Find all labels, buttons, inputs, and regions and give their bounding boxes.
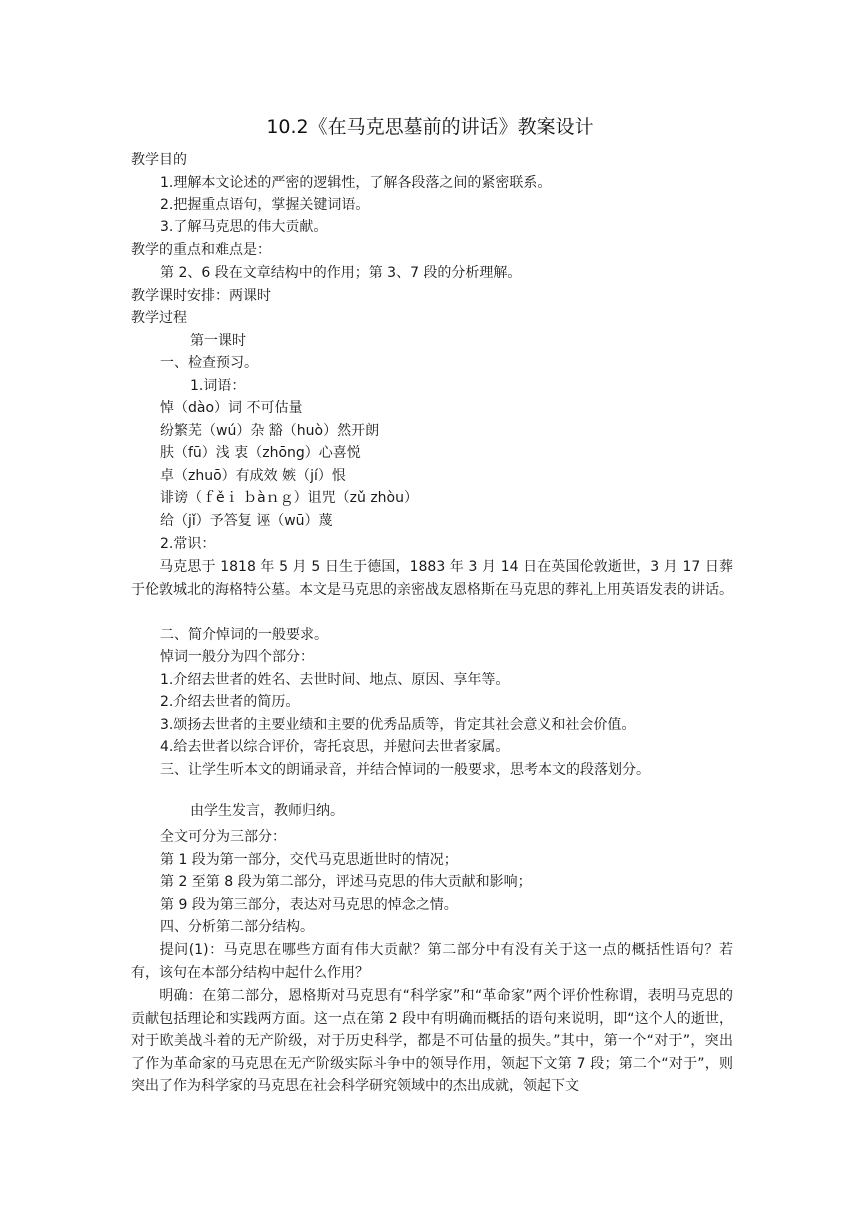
question-paragraph [131, 939, 733, 984]
section-three-heading: 三、让学生听本文的朗诵录音，并结合悼词的一般要求，思考本文的段落划分。 [160, 762, 650, 778]
vocab-line-4: 卓（zhuō）有成效 嫉（jí）恨 [160, 468, 346, 484]
heading-process: 教学过程 [131, 310, 187, 326]
student-discussion-line: 由学生发言，教师归纳。 [190, 803, 344, 819]
eulogy-part-3: 3.颂扬去世者的主要业绩和主要的优秀品质等，肯定其社会意义和社会价值。 [160, 717, 636, 733]
three-parts-intro: 全文可分为三部分： [160, 829, 286, 845]
eulogy-part-2: 2.介绍去世者的简历。 [160, 694, 300, 710]
lesson-one-heading: 第一课时 [190, 333, 246, 349]
marx-bio-paragraph [131, 556, 733, 601]
vocab-line-5: 诽谤（ｆěｉ ｂàｎｇ）诅咒（zǔ zhòu） [160, 490, 418, 506]
eulogy-part-4: 4.给去世者以综合评价，寄托哀思，并慰问去世者家属。 [160, 739, 510, 755]
vocab-line-2: 纷繁芜（wú）杂 豁（huò）然开朗 [160, 423, 380, 439]
question-text: 提问(1)：马克思在哪些方面有伟大贡献？第二部分中有没有关于这一点的概括性语句？若有，该句在本部分结构中起什么作用？ [131, 942, 733, 981]
heading-schedule: 教学课时安排：两课时 [131, 288, 271, 304]
part-one-summary: 第 1 段为第一部分，交代马克思逝世时的情况； [160, 852, 458, 868]
key-points-text: 第 2、6 段在文章结构中的作用；第 3、7 段的分析理解。 [160, 265, 522, 281]
eulogy-parts-intro: 悼词一般分为四个部分： [160, 649, 314, 665]
vocab-line-1: 悼（dào）词 不可估量 [160, 400, 303, 416]
vocab-heading: 1.词语： [190, 378, 246, 394]
goal-item-2: 2.把握重点语句，掌握关键词语。 [160, 197, 370, 213]
goal-item-1: 1.理解本文论述的严密的逻辑性，了解各段落之间的紧密联系。 [160, 175, 552, 191]
part-two-summary: 第 2 至第 8 段为第二部分，评述马克思的伟大贡献和影响； [160, 874, 532, 890]
document-title: 10.2《在马克思墓前的讲话》教案设计 [266, 116, 594, 138]
answer-text: 明确：在第二部分，恩格斯对马克思有“科学家”和“革命家”两个评价性称谓，表明马克思的贡献包括理论和实践两方面。这一点在第 2 段中有明确而概括的语句来说明，即“这个人的逝世，对于欧美战斗着的无产阶级，对于历史科学，都是不可估量的损失。”其中，第一个“对于”，突出了作为革命家的马克思在无产阶级实际斗争中的领导作用，领起下文第 7 段；第二个“对于”，则突出了作为科学家的马克思在社会科学研究领域中的杰出成就，领起下文 [131, 988, 733, 1094]
marx-bio-text: 马克思于 1818 年 5 月 5 日生于德国，1883 年 3 月 14 日在英国伦敦逝世，3 月 17 日葬于伦敦城北的海格特公墓。本文是马克思的亲密战友恩格斯在马克思的葬礼上用英语发表的讲话。 [131, 559, 733, 598]
knowledge-heading: 2.常识： [160, 536, 216, 552]
vocab-line-3: 肤（fū）浅 衷（zhōng）心喜悦 [160, 445, 361, 461]
heading-teaching-goals: 教学目的 [131, 152, 187, 168]
heading-key-points: 教学的重点和难点是： [131, 242, 271, 258]
eulogy-part-1: 1.介绍去世者的姓名、去世时间、地点、原因、享年等。 [160, 672, 510, 688]
part-three-summary: 第 9 段为第三部分，表达对马克思的悼念之情。 [160, 897, 458, 913]
answer-paragraph [131, 985, 733, 1098]
section-one-heading: 一、检查预习。 [160, 355, 258, 371]
vocab-line-6: 给（jǐ）予答复 诬（wū）蔑 [160, 513, 333, 529]
goal-item-3: 3.了解马克思的伟大贡献。 [160, 219, 328, 235]
section-four-heading: 四、分析第二部分结构。 [160, 919, 314, 935]
section-two-heading: 二、简介悼词的一般要求。 [160, 627, 328, 643]
